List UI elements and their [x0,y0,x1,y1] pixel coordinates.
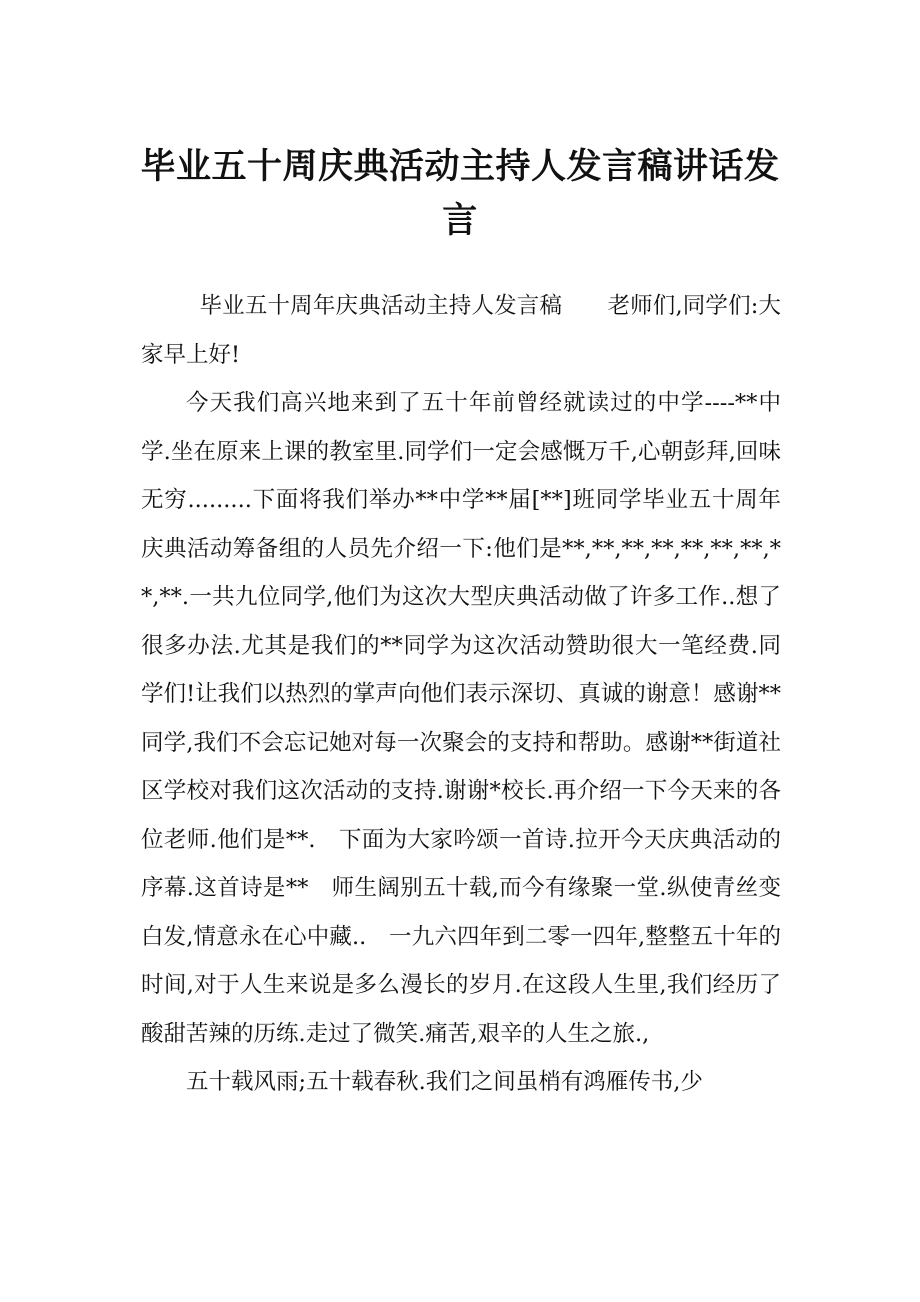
paragraph-greeting: 毕业五十周年庆典活动主持人发言稿 老师们,同学们:大家早上好! [141,293,781,368]
paragraph-continuation: 五十载风雨;五十载春秋.我们之间虽梢有鸿雁传书,少 [186,1069,703,1095]
document-title: 毕业五十周庆典活动主持人发言稿讲话发言 [140,147,780,241]
paragraph-main: 今天我们高兴地来到了五十年前曾经就读过的中学----**中学.坐在原来上课的教室里.同学们一定会感慨万千,心朝彭拜,回味无穷.........下面将我们举办**中学**届[**]班同学毕业五十周年庆典活动筹备组的人员先介绍一下:他们是**,**,**,**,**,**,**,**,**.一共九位同学,他们为这次大型庆典活动做了许多工作..想了很多办法.尤其是我们的**同学为这次活动赞助很大一笔经费.同学们!让我们以热烈的掌声向他们表示深切、真诚的谢意！感谢**同学,我们不会忘记她对每一次聚会的支持和帮助。感谢**街道社区学校对我们这次活动的支持.谢谢*校长.再介绍一下今天来的各位老师.他们是**. 下面为大家吟颂一首诗.拉开今天庆典活动的序幕.这首诗是** 师生阔别五十载,而今有缘聚一堂.纵使青丝变白发,情意永在心中藏.. 一九六四年到二零一四年,整整五十年的时间,对于人生来说是多么漫长的岁月.在这段人生里,我们经历了酸甜苦辣的历练.走过了微笑.痛苦,艰辛的人生之旅., [141,390,781,1047]
document-body [141,282,781,1107]
